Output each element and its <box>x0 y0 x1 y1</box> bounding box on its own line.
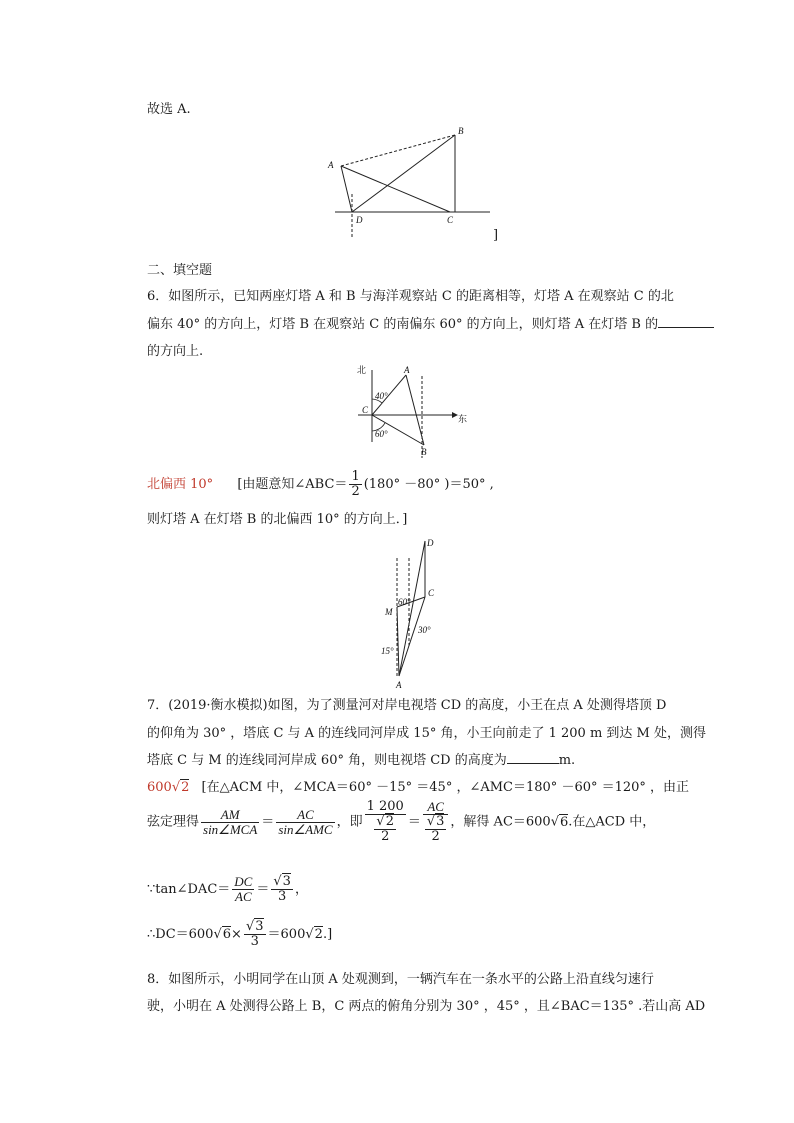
a7-text-1: [在△ACM 中，∠MCA＝60° －15° ＝45° ，∠AMC＝180° －60° ＝120° ，由正 <box>201 780 690 795</box>
label-60: 60° <box>375 429 388 439</box>
q6-line-1: 6．如图所示，已知两座灯塔 A 和 B 与海洋观察站 C 的距离相等，灯塔 A 在观察站 C 的北 <box>147 289 674 304</box>
q8-line-2: 驶，小明在 A 处测得公路上 B，C 两点的俯角分别为 30° ，45° ，且∠BAC＝135° .若山高 AD <box>147 999 706 1014</box>
label-north: 北 <box>357 366 367 376</box>
fraction-ac: $\frac{AC}{\text{sin∠AMC}}$ <box>278 806 333 837</box>
line-db <box>352 135 455 212</box>
q6-line-2-wrap <box>147 313 714 332</box>
line-ad <box>341 166 352 212</box>
label-m: M <box>385 607 393 617</box>
figure-tower <box>380 536 455 690</box>
fraction-dc-ac: $\frac{DC}{AC}$ <box>234 874 253 904</box>
q7-line-3-text: 塔底 C 与 M 的连线同河岸成 60° 角，则电视塔 CD 的高度为 <box>147 753 507 768</box>
fraction-half: $\frac{1}{2}$ <box>351 469 360 499</box>
label-b: B <box>458 126 464 136</box>
fraction-sqrt3-3b: $\frac{√3}{3}$ <box>245 919 264 949</box>
label-c: C <box>447 215 454 225</box>
label-30: 30° <box>418 625 431 635</box>
label-c: C <box>428 588 435 598</box>
q8-line-1: 8．如图所示，小明同学在山顶 A 处观测到，一辆汽车在一条水平的公路上沿直线匀速行 <box>147 972 654 987</box>
a6-line-2: 则灯塔 A 在灯塔 B 的北偏西 10° 的方向上．] <box>147 512 408 527</box>
label-a: A <box>396 680 402 690</box>
label-d: D <box>427 538 434 548</box>
q7-line-1: 7．(2019·衡水模拟)如图，为了测量河对岸电视塔 CD 的高度，小王在点 A 处测得塔顶 D <box>147 698 667 713</box>
label-b: B <box>421 447 427 457</box>
a6-text-2: (180° －80° )＝50° , <box>363 477 494 492</box>
answer-value: 600√2 <box>147 780 190 795</box>
answer-text: 北偏西 10° <box>147 477 214 492</box>
a6-line-1 <box>147 470 494 499</box>
label-a: A <box>404 365 410 375</box>
fraction-ac-sqrt3: $\frac{AC}{\frac{√3}{2}}$ <box>423 800 449 844</box>
label-60: 60° <box>398 597 411 607</box>
answer-blank <box>507 751 559 764</box>
q6-line-3: 的方向上. <box>147 344 204 359</box>
a7-line-2: 弦定理得 $\frac{AM}{\text{sin∠MCA}}$ ＝ $\frac{AC}{\text{sin∠AMC}}$ ，即 $\frac{1 200}{\frac{√2}{2}}$ ＝ $\frac{AC}{\frac{√3}{2}}$ ，解得 AC＝600√6.在△ACD 中， <box>147 799 656 844</box>
closing-bracket: ] <box>493 228 499 243</box>
label-c: C <box>362 405 369 415</box>
figure-triangle-abdc <box>325 122 500 240</box>
a6-text-1: [由题意知∠ABC＝ <box>237 477 348 492</box>
answer-blank <box>658 315 714 328</box>
label-a: A <box>328 160 334 170</box>
section-title: 二、填空题 <box>147 263 213 278</box>
line-ac <box>341 166 450 212</box>
label-40: 40° <box>375 391 388 401</box>
q7-unit: m. <box>558 753 576 768</box>
figure-compass <box>355 362 470 462</box>
a7-line-1 <box>147 776 689 795</box>
fraction-sqrt3-3: $\frac{√3}{3}$ <box>273 874 291 904</box>
q7-line-2: 的仰角为 30° ，塔底 C 与 A 的连线同河岸成 15° 角，小王向前走了 1 200 m 到达 M 处，测得 <box>147 726 706 741</box>
q6-line-2: 偏东 40° 的方向上，灯塔 B 在观察站 C 的南偏东 60° 的方向上，则灯塔 A 在灯塔 B 的 <box>147 317 659 332</box>
a7-line-4: ∴DC＝600√6× $\frac{√3}{3}$ ＝600√2.] <box>147 919 333 949</box>
a7-line-3: ∵tan∠DAC＝ $\frac{DC}{AC}$ ＝ $\frac{√3}{3}$ ， <box>147 874 308 904</box>
fraction-am: $\frac{AM}{\text{sin∠MCA}}$ <box>203 806 258 837</box>
dashed-ab <box>341 135 455 166</box>
q7-line-3 <box>147 749 575 768</box>
fraction-1200: $\frac{1 200}{\frac{√2}{2}}$ <box>366 799 404 844</box>
line-ab <box>406 375 424 445</box>
label-d: D <box>356 215 363 225</box>
label-15: 15° <box>381 646 394 656</box>
text-line: 故选 A. <box>147 102 191 117</box>
label-east: 东 <box>458 415 468 425</box>
